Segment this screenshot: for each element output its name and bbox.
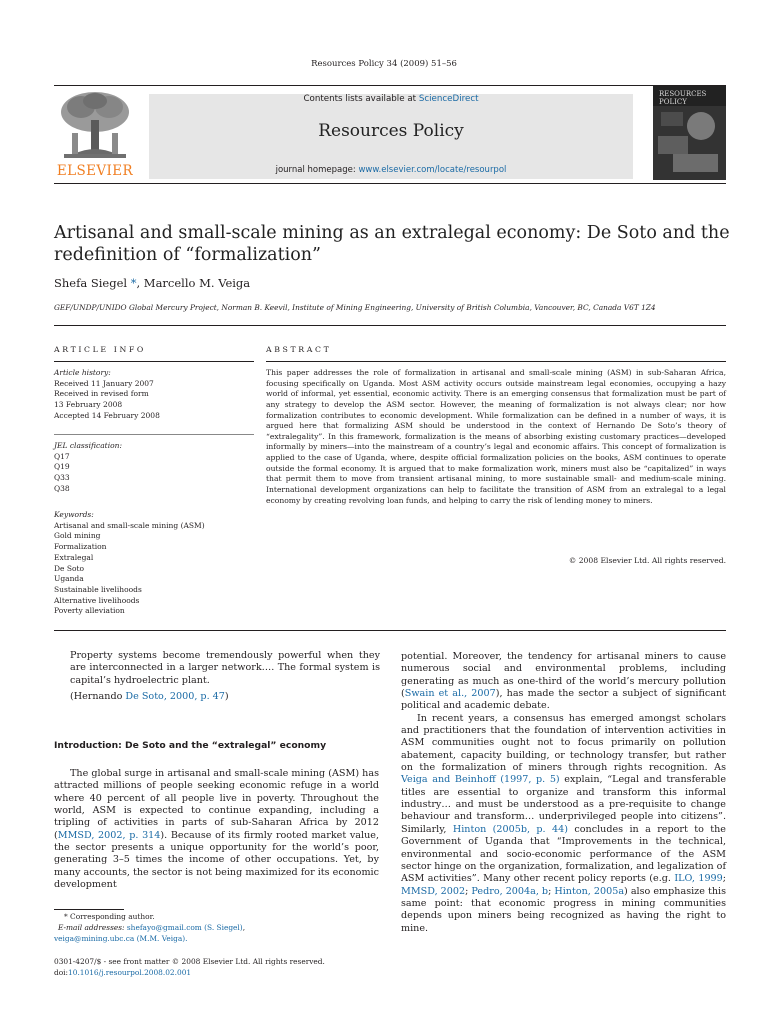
- paragraph-text: In recent years, a consensus has emerged amongst scholars and practitioners that the foundation of intervention activities in ASM communities ought not to focus primarily on pollution abatement, capacity building, or technology transfer, but rather on the formalization of miners through rights recognition. As: [401, 712, 726, 774]
- tree-icon: [54, 88, 136, 163]
- jel-code: Q19: [54, 462, 70, 472]
- email-veiga-link[interactable]: veiga@mining.ubc.ca (M.M. Veiga).: [54, 934, 188, 944]
- jel-code: Q33: [54, 473, 70, 483]
- journal-homepage: [149, 165, 633, 175]
- jel-classification: [54, 441, 234, 495]
- keyword: Alternative livelihoods: [54, 595, 140, 605]
- article-info-rule-top: [54, 325, 726, 326]
- email-label: E-mail addresses:: [58, 923, 127, 933]
- issn-line: 0301-4207/$ - see front matter © 2008 Elsevier Ltd. All rights reserved.: [54, 957, 325, 966]
- section-heading-introduction: Introduction: De Soto and the “extralegal” economy: [54, 740, 327, 751]
- hinton-2005b-citation-link[interactable]: Hinton (2005b, p. 44): [452, 823, 568, 835]
- epigraph-quote: Property systems become tremendously powerful when they are interconnected in a larger network…. The formal system is capital’s hydroelectric plant.: [70, 650, 380, 686]
- paper-title-line-1: Artisanal and small-scale mining as an extralegal economy: De Soto and the: [54, 223, 730, 243]
- author-affiliation: GEF/UNDP/UNIDO Global Mercury Project, Norman B. Keevil, Institute of Mining Engineering, University of British Columbia, Vancouver, BC, Canada V6T 1Z4: [54, 303, 656, 312]
- history-label: Article history:: [54, 368, 111, 377]
- keyword: Gold mining: [54, 531, 101, 541]
- keyword: Formalization: [54, 542, 107, 552]
- elsevier-wordmark[interactable]: ELSEVIER: [56, 163, 134, 179]
- citation-separator: ;: [548, 885, 555, 897]
- journal-citation: Resources Policy 34 (2009) 51–56: [311, 59, 457, 69]
- homepage-label: journal homepage:: [275, 165, 359, 175]
- article-info-heading: ARTICLE INFO: [54, 345, 146, 354]
- email-separator: ,: [242, 923, 246, 933]
- corresponding-author-mark[interactable]: *: [127, 276, 137, 290]
- epigraph-ref-suffix: ): [224, 691, 229, 702]
- keyword: Extralegal: [54, 552, 94, 562]
- article-info-divider: [54, 434, 254, 435]
- abstract-text: This paper addresses the role of formalization in artisanal and small-scale mining (ASM) in sub-Saharan Africa, focusing specifically on Uganda. Most ASM activity occurs outside mainstream legal economies, occupying a hazy world of informal, yet essential, economic activity. There is an emerging consensus that formalization must be part of any strategy to develop the ASM sector. However, the meaning of formalization is not always clear; nor how formalization contributes to economic development. While formalization can be defined in a number of ways, it is argued here that formalizing ASM should be understood in the context of Hernando De Soto’s theory of “extralegality”. In this framework, formalization is the means of absorbing existing customary practices—developed informally by miners—into the mainstream of a country’s legal and economic affairs. This concept of formalization is applied to the case of Uganda, where, despite official formalization policies on the books, ASM continues to operate outside the formal economy. It is argued that to make formalization work, miners must also be “capitalized” in ways that permit them to move from transient artisanal mining, to more sustainable small- and medium-scale mining. International development organizations can help to facilitate the transition of ASM from an extralegal to a legal economy by creating revolving loan funds, and helping to carry the risk of lending money to miners.: [266, 368, 726, 505]
- epigraph-ref-prefix: (Hernando: [70, 691, 126, 702]
- body-paragraph-2: [401, 713, 726, 935]
- epigraph-reference: [70, 691, 229, 702]
- paragraph-text: The global surge in artisanal and small-scale mining (ASM) has attracted millions of people seeking economic refuge in a world where 40 percent of all people live in poverty. Throughout the world, ASM is expected to continue expanding, including a tripling of activities in parts of sub-Saharan Africa by 2012 (: [54, 768, 379, 841]
- keywords: [54, 510, 234, 617]
- doi-link[interactable]: 10.1016/j.resourpol.2008.02.001: [68, 968, 192, 978]
- author-siegel: Shefa Siegel: [54, 276, 128, 290]
- paragraph-text: explain, “Legal and transferable titles are essential to organize and transform this informal industry… and must be understood as a pre-requisite to change behaviour and transform… underprivileged people into citizens”. Similarly,: [401, 774, 727, 835]
- abstract-rule: [266, 361, 726, 362]
- paper-title-line-2: redefinition of “formalization”: [54, 245, 321, 265]
- homepage-link[interactable]: www.elsevier.com/locate/resourpol: [358, 165, 507, 175]
- contents-label: Contents lists available at: [303, 94, 419, 104]
- header-rule-bottom: [54, 183, 726, 184]
- contents-availability: [149, 94, 633, 104]
- abstract-copyright: © 2008 Elsevier Ltd. All rights reserved.: [568, 556, 726, 565]
- paragraph-text: ). Because of its firmly rooted market value, the sector presents a unique opportunity for the world’s poor, generating 3–5 times the income of other occupations. Yet, by many accounts, the sector is not being maximized for its economic development: [54, 829, 379, 891]
- citation-separator: ;: [465, 885, 472, 897]
- paragraph-text: ), has made the sector a subject of significant political and academic debate.: [401, 688, 726, 712]
- history-line: 13 February 2008: [54, 400, 123, 410]
- cover-title: RESOURCES POLICY: [659, 90, 707, 106]
- cover-photo-image: [653, 106, 726, 180]
- author-separator: ,: [136, 276, 144, 290]
- pedro-citation-link[interactable]: Pedro, 2004a, b: [471, 885, 549, 897]
- mmsd-citation-link[interactable]: MMSD, 2002, p. 314: [57, 829, 161, 841]
- article-identifiers: [54, 956, 325, 978]
- email-siegel-link[interactable]: shefayo@gmail.com (S. Siegel): [126, 923, 243, 933]
- jel-code: Q38: [54, 483, 70, 493]
- journal-cover-thumbnail[interactable]: [653, 86, 726, 180]
- history-line: Accepted 14 February 2008: [54, 410, 160, 420]
- citation-separator: ;: [722, 873, 726, 885]
- keyword: De Soto: [54, 563, 85, 573]
- footnote-rule: [54, 909, 124, 910]
- paper-title: [54, 222, 734, 266]
- keyword: Poverty alleviation: [54, 606, 125, 616]
- author-veiga: Marcello M. Veiga: [143, 276, 251, 290]
- ilo-citation-link[interactable]: ILO, 1999: [674, 873, 723, 885]
- keyword: Artisanal and small-scale mining (ASM): [54, 520, 205, 530]
- abstract-heading: ABSTRACT: [266, 345, 332, 354]
- article-info-rule-left: [54, 361, 254, 362]
- desoto-citation-link[interactable]: De Soto, 2000, p. 47: [125, 691, 225, 702]
- keywords-label: Keywords:: [54, 510, 94, 519]
- body-paragraph-continued: [401, 651, 726, 713]
- author-list: [54, 276, 250, 290]
- jel-code: Q17: [54, 451, 70, 461]
- email-line-2: [54, 933, 384, 944]
- header-rule-top: [54, 85, 726, 86]
- swain-citation-link[interactable]: Swain et al., 2007: [404, 688, 496, 700]
- keyword: Sustainable livelihoods: [54, 584, 142, 594]
- front-matter-rule: [54, 630, 726, 631]
- veiga-beinhoff-citation-link[interactable]: Veiga and Beinhoff (1997, p. 5): [401, 774, 560, 786]
- mmsd-2002-citation-link[interactable]: MMSD, 2002: [401, 885, 466, 897]
- history-line: Received 11 January 2007: [54, 378, 154, 388]
- body-right-column: [401, 651, 726, 935]
- paragraph-text: concludes in a report to the Government of Uganda that “Improvements in the technical, environmental and socio-economic performance of the ASM sector hinge on the organization, formalization, and legalization of ASM activities”. Many other recent policy reports (e.g.: [401, 823, 727, 885]
- doi-label: doi:: [54, 968, 69, 978]
- paragraph-text: ) also emphasize this same point: that economic progress in mining communities depends upon miners being recognized as having the right to mine.: [401, 885, 726, 934]
- keyword: Uganda: [54, 574, 84, 584]
- footnotes: [54, 911, 384, 945]
- email-addresses: [54, 922, 384, 933]
- jel-label: JEL classification:: [54, 441, 122, 450]
- doi-line: [54, 967, 325, 978]
- sciencedirect-link[interactable]: ScienceDirect: [418, 94, 479, 104]
- journal-title: Resources Policy: [318, 121, 464, 141]
- body-paragraph-1: [54, 768, 379, 891]
- article-history: [54, 368, 234, 422]
- corresponding-author-note: * Corresponding author.: [64, 912, 155, 921]
- hinton-2005a-citation-link[interactable]: Hinton, 2005a: [554, 885, 625, 897]
- paragraph-text: potential. Moreover, the tendency for artisanal miners to cause numerous social and environmental problems, including generating as much as one-third of the world’s mercury pollution (: [401, 651, 726, 700]
- history-line: Received in revised form: [54, 389, 149, 399]
